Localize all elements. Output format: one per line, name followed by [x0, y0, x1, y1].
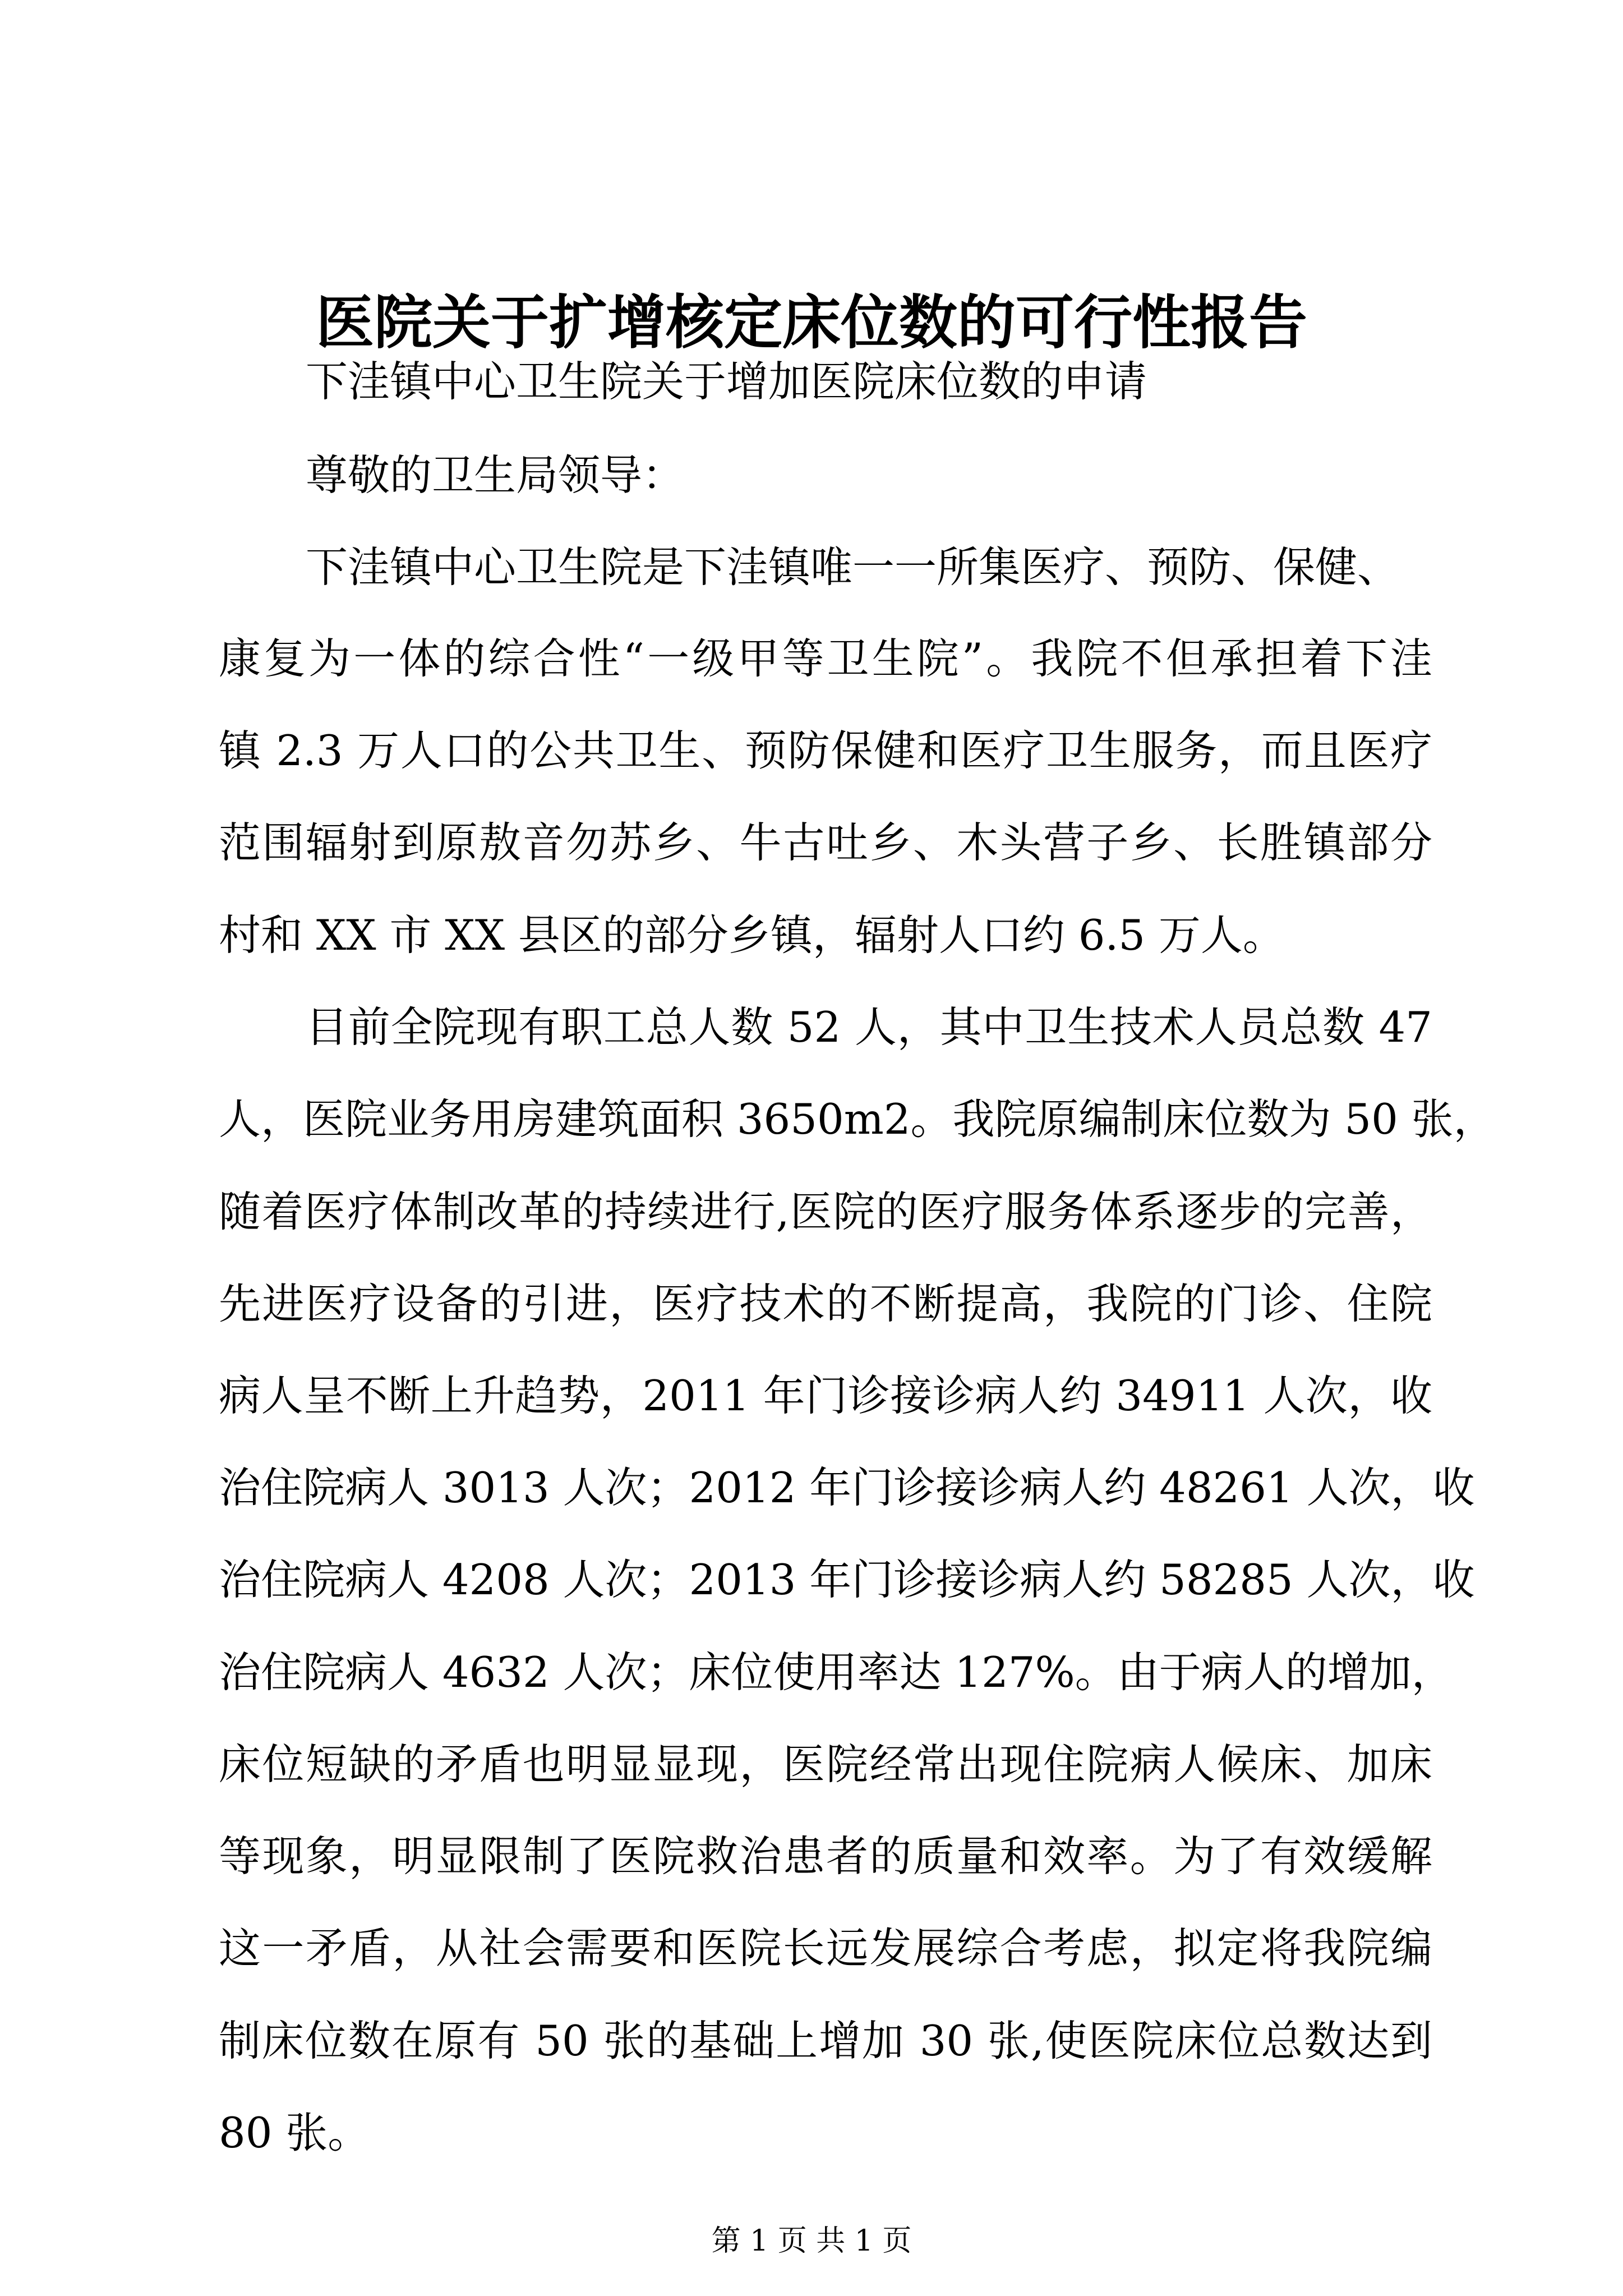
paragraph-line: 先进医疗设备的引进，医疗技术的不断提高，我院的门诊、住院: [219, 1279, 1432, 1328]
paragraph-line: 治住院病人 4632 人次；床位使用率达 127%。由于病人的增加，: [219, 1648, 1454, 1697]
paragraph-line: 这一矛盾，从社会需要和医院长远发展综合考虑，拟定将我院编: [219, 1924, 1432, 1973]
paragraph-line: 治住院病人 3013 人次；2012 年门诊接诊病人约 48261 人次，收: [219, 1463, 1475, 1512]
paragraph-line: 病人呈不断上升趋势，2011 年门诊接诊病人约 34911 人次，收: [219, 1371, 1432, 1420]
document-title: 医院关于扩增核定床位数的可行性报告: [315, 288, 1307, 357]
paragraph-line: 80 张。: [219, 2108, 370, 2157]
paragraph-line: 制床位数在原有 50 张的基础上增加 30 张,使医院床位总数达到: [219, 2016, 1432, 2065]
paragraph-line: 范围辐射到原敖音勿苏乡、牛古吐乡、木头营子乡、长胜镇部分: [219, 818, 1432, 867]
document-subtitle: 下洼镇中心卫生院关于增加医院床位数的申请: [306, 357, 1147, 406]
paragraph-line: 人，医院业务用房建筑面积 3650m2。我院原编制床位数为 50 张，: [219, 1094, 1496, 1144]
paragraph-line: 村和 XX 市 XX 县区的部分乡镇，辐射人口约 6.5 万人。: [219, 910, 1285, 960]
paragraph-line: 治住院病人 4208 人次；2013 年门诊接诊病人约 58285 人次，收: [219, 1555, 1475, 1604]
paragraph-line: 随着医疗体制改革的持续进行,医院的医疗服务体系逐步的完善，: [219, 1187, 1432, 1236]
paragraph-line: 下洼镇中心卫生院是下洼镇唯一一所集医疗、预防、保健、: [306, 542, 1400, 592]
paragraph-line: 床位短缺的矛盾也明显显现，医院经常出现住院病人候床、加床: [219, 1740, 1432, 1789]
paragraph-line: 目前全院现有职工总人数 52 人，其中卫生技术人员总数 47: [306, 1002, 1432, 1052]
paragraph-line: 等现象，明显限制了医院救治患者的质量和效率。为了有效缓解: [219, 1832, 1432, 1881]
paragraph-line: 康复为一体的综合性“一级甲等卫生院”。我院不但承担着下洼: [219, 634, 1432, 683]
paragraph-line: 镇 2.3 万人口的公共卫生、预防保健和医疗卫生服务，而且医疗: [219, 726, 1432, 775]
page-number: 第 1 页 共 1 页: [711, 2224, 912, 2258]
salutation: 尊敬的卫生局领导：: [306, 450, 685, 500]
